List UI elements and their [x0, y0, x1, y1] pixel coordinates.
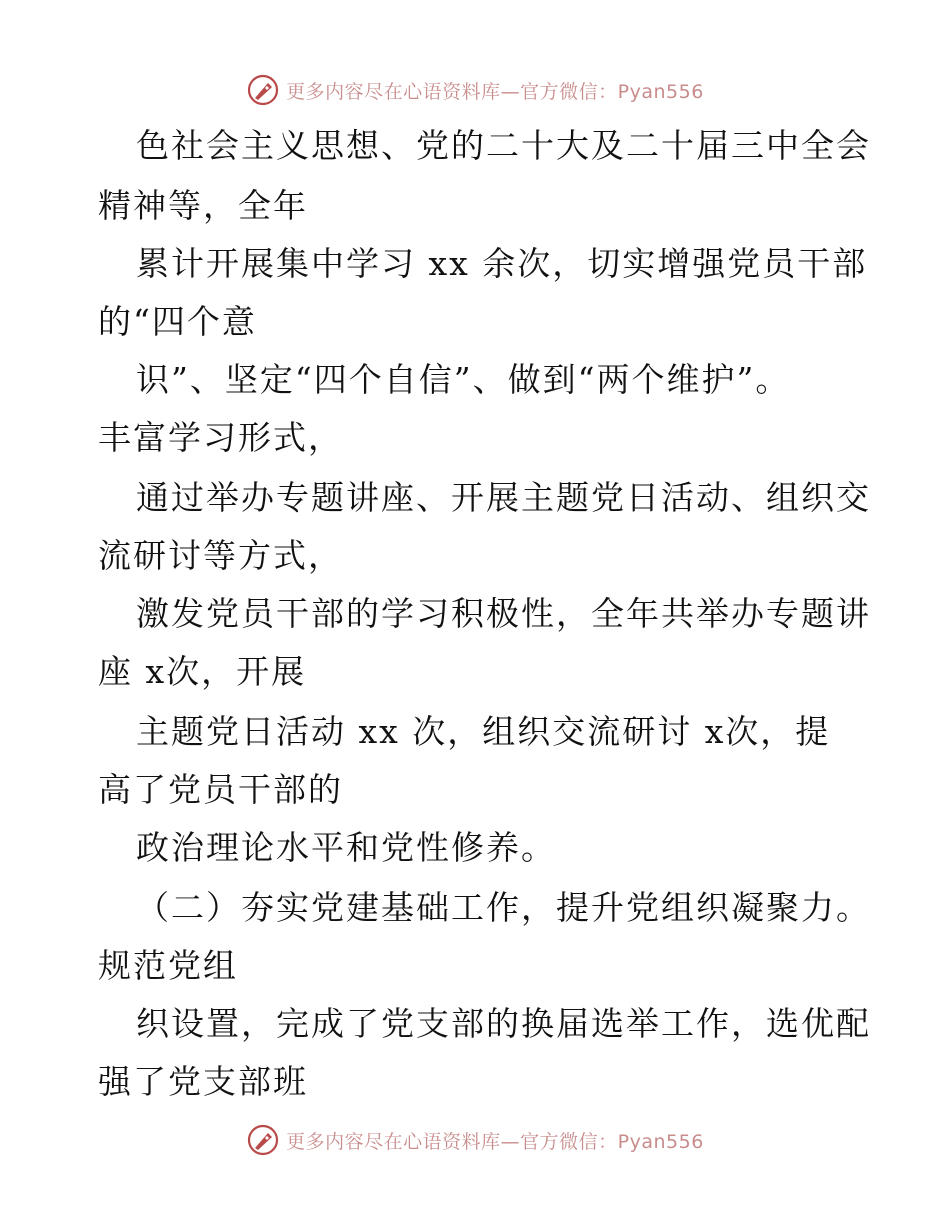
body-line: 主题党日活动 xx 次，组织交流研讨 x次，提 — [136, 712, 831, 751]
body-line: 识”、坚定“四个自信”、做到“两个维护”。 — [136, 360, 791, 399]
header-watermark-banner — [0, 70, 950, 110]
pen-nib-logo-icon — [246, 73, 280, 107]
body-line: 的“四个意 — [98, 302, 257, 341]
body-line: 丰富学习形式， — [98, 418, 343, 457]
header-watermark-text: 更多内容尽在心语资料库—官方微信：Pyan556 — [286, 80, 704, 103]
body-line: 座 x次，开展 — [98, 652, 307, 691]
footer-watermark-text: 更多内容尽在心语资料库—官方微信：Pyan556 — [286, 1130, 704, 1153]
body-line: 高了党员干部的 — [98, 770, 343, 809]
body-line: 规范党组 — [98, 946, 238, 985]
body-line: 激发党员干部的学习积极性，全年共举办专题讲 — [136, 594, 871, 633]
footer-watermark-banner — [0, 1120, 950, 1160]
body-line: 通过举办专题讲座、开展主题党日活动、组织交 — [136, 478, 871, 517]
body-line: 精神等，全年 — [98, 186, 308, 225]
body-line: 色社会主义思想、党的二十大及二十届三中全会 — [136, 126, 871, 165]
body-line: 政治理论水平和党性修养。 — [136, 828, 556, 867]
body-line: 累计开展集中学习 xx 余次，切实增强党员干部 — [136, 244, 868, 283]
body-line: 强了党支部班 — [98, 1062, 308, 1101]
body-line: 流研讨等方式， — [98, 536, 343, 575]
body-line: 织设置，完成了党支部的换届选举工作，选优配 — [136, 1004, 871, 1043]
section-heading-line: （二）夯实党建基础工作，提升党组织凝聚力。 — [136, 888, 871, 927]
pen-nib-logo-icon — [246, 1123, 280, 1157]
